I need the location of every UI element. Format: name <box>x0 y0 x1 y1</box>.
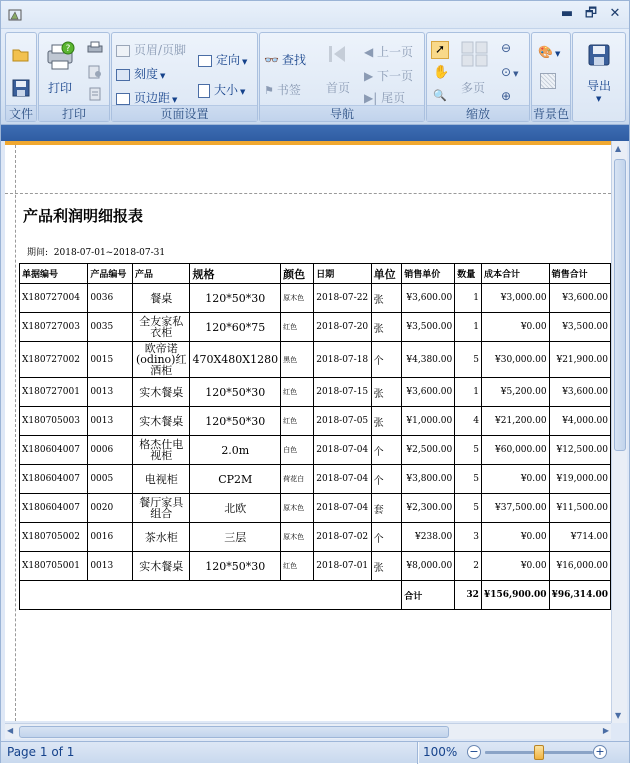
table-cell: 2018-07-05 <box>314 407 371 436</box>
table-cell: 茶水柜 <box>133 523 190 552</box>
table-cell: 张 <box>371 378 402 407</box>
margins-button[interactable] <box>116 89 177 106</box>
first-page-icon <box>326 43 348 65</box>
table-cell: 0036 <box>88 284 133 313</box>
table-cell: 北欧 <box>190 494 281 523</box>
orientation-icon <box>198 55 212 67</box>
hand-icon[interactable]: ✋ <box>433 65 450 80</box>
header-margin-line <box>5 193 611 194</box>
table-cell: 0013 <box>88 378 133 407</box>
header-footer-icon <box>116 45 130 57</box>
table-cell: 全友家私衣柜 <box>133 313 190 342</box>
app-icon <box>7 7 23 23</box>
scale-label: 刻度 <box>134 67 159 81</box>
table-cell: X180604007 <box>20 494 88 523</box>
page-setup-group <box>111 32 258 122</box>
table-cell: 120*50*30 <box>190 407 281 436</box>
next-page-button[interactable] <box>364 67 413 84</box>
table-cell: 1 <box>455 378 482 407</box>
table-cell: 2018-07-01 <box>314 552 371 581</box>
table-cell: 实木餐桌 <box>133 407 190 436</box>
zoom-group <box>426 32 530 122</box>
ruler-bar <box>1 125 629 141</box>
size-label: 大小 <box>214 83 239 97</box>
table-cell: ¥5,200.00 <box>481 378 549 407</box>
total-quantity: 32 <box>455 581 482 610</box>
table-header-row <box>20 264 611 284</box>
prev-page-label: 上一页 <box>377 45 414 59</box>
table-cell: 红色 <box>281 378 314 407</box>
table-cell: ¥2,500.00 <box>402 436 455 465</box>
zoom-out-button[interactable]: − <box>467 745 481 759</box>
orientation-label: 定向 <box>216 53 241 67</box>
chevron-down-icon: ▼ <box>596 95 602 103</box>
background-group-label: 背景色 <box>532 107 569 121</box>
print-preview-icon <box>44 41 76 71</box>
table-cell: 张 <box>371 407 402 436</box>
last-page-icon: ▶| <box>364 91 382 105</box>
horizontal-scroll-thumb[interactable] <box>19 726 449 738</box>
zoom-in-button[interactable]: + <box>593 745 607 759</box>
arrow-left-icon: ◀ <box>364 45 378 59</box>
document-canvas <box>5 145 611 721</box>
table-cell: ¥21,900.00 <box>549 342 610 378</box>
last-page-label: 尾页 <box>381 91 406 105</box>
navigation-group-label: 导航 <box>260 105 424 121</box>
table-cell: ¥238.00 <box>402 523 455 552</box>
table-cell: 白色 <box>281 436 314 465</box>
table-cell: 餐厅家具组合 <box>133 494 190 523</box>
table-cell: 0005 <box>88 465 133 494</box>
table-cell: ¥3,800.00 <box>402 465 455 494</box>
table-cell: 个 <box>371 465 402 494</box>
table-cell: 2018-07-04 <box>314 436 371 465</box>
open-folder-icon[interactable] <box>12 47 30 63</box>
table-cell: 张 <box>371 313 402 342</box>
export-icon <box>587 43 611 67</box>
file-group <box>5 32 37 122</box>
status-bar <box>1 741 629 763</box>
zoom-dropdown-icon[interactable]: ⊙ ▼ <box>501 65 519 79</box>
report-period <box>27 245 165 258</box>
watermark-icon[interactable] <box>540 73 556 89</box>
table-cell: ¥4,000.00 <box>549 407 610 436</box>
header-footer-button[interactable] <box>116 41 186 58</box>
chevron-down-icon: ▼ <box>172 96 178 104</box>
table-cell: 黑色 <box>281 342 314 378</box>
bookmark-button[interactable] <box>264 81 301 98</box>
table-cell: 套 <box>371 494 402 523</box>
period-label: 期间: <box>27 248 49 258</box>
scroll-up-icon[interactable]: ▲ <box>615 144 622 153</box>
maximize-button[interactable]: 🗗 <box>584 6 598 21</box>
total-cost: ¥156,900.00 <box>481 581 549 610</box>
table-cell: X180604007 <box>20 436 88 465</box>
table-total-row <box>20 581 611 610</box>
table-cell: ¥0.00 <box>481 465 549 494</box>
next-page-label: 下一页 <box>377 69 414 83</box>
multi-page-button[interactable]: 多页 <box>461 81 486 95</box>
table-row <box>20 378 611 407</box>
chevron-down-icon: ▼ <box>242 58 248 66</box>
background-group <box>531 32 571 122</box>
prev-page-button[interactable] <box>364 43 413 60</box>
size-button[interactable] <box>198 81 245 98</box>
ribbon <box>1 29 629 125</box>
total-label: 合计 <box>402 581 455 610</box>
table-cell: ¥21,200.00 <box>481 407 549 436</box>
zoom-slider-track[interactable] <box>485 751 593 754</box>
table-cell: ¥37,500.00 <box>481 494 549 523</box>
multi-page-icon <box>461 41 489 67</box>
table-cell: ¥8,000.00 <box>402 552 455 581</box>
table-cell: 2018-07-22 <box>314 284 371 313</box>
paint-bucket-icon[interactable]: 🎨 ▼ <box>538 45 561 59</box>
table-cell: 5 <box>455 465 482 494</box>
chevron-down-icon: ▼ <box>160 72 166 80</box>
save-icon[interactable] <box>12 79 30 97</box>
table-cell: 原木色 <box>281 523 314 552</box>
table-cell: ¥12,500.00 <box>549 436 610 465</box>
header-cell: 销售单价 <box>402 264 455 284</box>
table-cell: X180727004 <box>20 284 88 313</box>
find-label: 查找 <box>281 53 306 67</box>
zoom-level: 100% <box>423 745 458 759</box>
table-cell: ¥714.00 <box>549 523 610 552</box>
header-cell: 销售合计 <box>549 264 610 284</box>
zoom-slider-thumb[interactable] <box>534 745 544 760</box>
scale-icon <box>116 69 130 81</box>
table-cell: ¥3,600.00 <box>549 284 610 313</box>
table-cell: 120*50*30 <box>190 378 281 407</box>
table-cell: 5 <box>455 436 482 465</box>
table-cell: 2018-07-18 <box>314 342 371 378</box>
table-cell: 个 <box>371 436 402 465</box>
scroll-down-icon[interactable]: ▼ <box>615 711 622 720</box>
table-cell: X180727003 <box>20 313 88 342</box>
table-cell: X180705003 <box>20 407 88 436</box>
minimize-button[interactable]: ▬ <box>560 6 574 21</box>
table-cell: 120*50*30 <box>190 552 281 581</box>
table-cell: 红色 <box>281 313 314 342</box>
table-cell: 2018-07-20 <box>314 313 371 342</box>
table-cell: ¥60,000.00 <box>481 436 549 465</box>
table-cell: ¥3,600.00 <box>549 378 610 407</box>
table-cell: 4 <box>455 407 482 436</box>
file-group-label: 文件 <box>6 105 36 121</box>
table-cell: 原木色 <box>281 494 314 523</box>
table-cell: X180727001 <box>20 378 88 407</box>
page-setup-group-label: 页面设置 <box>112 105 257 121</box>
table-cell: 1 <box>455 284 482 313</box>
binoculars-icon: 👓 <box>264 53 279 67</box>
table-cell: ¥0.00 <box>481 313 549 342</box>
last-page-button[interactable] <box>364 89 405 106</box>
quick-print-icon[interactable] <box>87 41 103 55</box>
total-sales: ¥96,314.00 <box>549 581 610 610</box>
table-cell: X180727002 <box>20 342 88 378</box>
table-cell: ¥3,500.00 <box>402 313 455 342</box>
zoom-in-icon[interactable]: ⊕ <box>501 89 512 103</box>
scale-page-icon[interactable] <box>87 87 103 101</box>
zoom-out-icon[interactable]: ⊖ <box>501 41 512 55</box>
arrow-right-icon: ▶ <box>364 69 378 83</box>
table-cell: 2.0m <box>190 436 281 465</box>
table-cell: ¥3,600.00 <box>402 378 455 407</box>
table-cell: 2 <box>455 552 482 581</box>
table-row <box>20 313 611 342</box>
total-spacer-cell <box>20 581 402 610</box>
pointer-icon[interactable]: ➚ <box>431 41 449 59</box>
scroll-right-icon[interactable]: ▶ <box>602 726 609 735</box>
header-cell: 产品编号 <box>88 264 133 284</box>
table-body <box>20 284 611 581</box>
left-margin-line <box>15 145 16 721</box>
table-cell: 0013 <box>88 552 133 581</box>
header-cell: 数量 <box>455 264 482 284</box>
table-row <box>20 523 611 552</box>
report-title: 产品利润明细报表 <box>23 207 144 225</box>
table-cell: 张 <box>371 552 402 581</box>
table-cell: 0015 <box>88 342 133 378</box>
period-value: 2018-07-01~2018-07-31 <box>53 248 166 258</box>
table-row <box>20 284 611 313</box>
table-cell: 1 <box>455 313 482 342</box>
export-button[interactable] <box>587 77 611 94</box>
table-cell: X180705001 <box>20 552 88 581</box>
table-cell: X180705002 <box>20 523 88 552</box>
table-cell: 实木餐桌 <box>133 378 190 407</box>
table-cell: 格杰仕电视柜 <box>133 436 190 465</box>
table-cell: 3 <box>455 523 482 552</box>
zoom-group-label: 缩放 <box>427 105 529 121</box>
table-cell: 欧帝诺(odino)红酒柜 <box>133 342 190 378</box>
table-cell: 2018-07-15 <box>314 378 371 407</box>
table-cell: 0006 <box>88 436 133 465</box>
table-cell: ¥3,000.00 <box>481 284 549 313</box>
scale-button[interactable] <box>116 65 165 82</box>
header-cell: 规格 <box>190 264 281 284</box>
vertical-scrollbar[interactable] <box>611 141 627 723</box>
margins-icon <box>116 93 130 105</box>
first-page-button[interactable]: 首页 <box>326 81 351 95</box>
table-row <box>20 552 611 581</box>
table-cell: 三层 <box>190 523 281 552</box>
bookmark-label: 书签 <box>276 83 301 97</box>
table-cell: 电视柜 <box>133 465 190 494</box>
header-cell: 单位 <box>371 264 402 284</box>
table-cell: ¥3,600.00 <box>402 284 455 313</box>
table-cell: 2018-07-02 <box>314 523 371 552</box>
zoom-tool-icon[interactable]: 🔍 <box>433 89 447 102</box>
header-cell: 成本合计 <box>481 264 549 284</box>
print-group-label: 打印 <box>39 105 109 121</box>
title-bar <box>1 1 629 29</box>
scroll-left-icon[interactable]: ◀ <box>7 726 14 735</box>
table-cell: 120*60*75 <box>190 313 281 342</box>
table-cell: 0035 <box>88 313 133 342</box>
table-cell: 张 <box>371 284 402 313</box>
print-group <box>38 32 110 122</box>
navigation-group <box>259 32 425 122</box>
page-setup-icon[interactable] <box>87 65 103 79</box>
header-footer-label: 页眉/页脚 <box>134 43 187 57</box>
table-cell: ¥11,500.00 <box>549 494 610 523</box>
chevron-down-icon: ▼ <box>240 88 246 96</box>
table-cell: ¥0.00 <box>481 523 549 552</box>
table-cell: ¥3,500.00 <box>549 313 610 342</box>
header-cell: 产品 <box>133 264 190 284</box>
table-cell: 120*50*30 <box>190 284 281 313</box>
table-cell: 红色 <box>281 407 314 436</box>
header-cell: 日期 <box>314 264 371 284</box>
table-row <box>20 342 611 378</box>
table-cell: 原木色 <box>281 284 314 313</box>
status-divider <box>417 742 419 764</box>
table-row <box>20 494 611 523</box>
table-cell: 0013 <box>88 407 133 436</box>
svg-text:?: ? <box>65 44 71 54</box>
horizontal-scrollbar[interactable] <box>5 723 611 739</box>
table-cell: ¥16,000.00 <box>549 552 610 581</box>
page-info: Page 1 of 1 <box>7 745 75 759</box>
table-cell: CP2M <box>190 465 281 494</box>
table-cell: ¥2,300.00 <box>402 494 455 523</box>
orientation-button[interactable] <box>198 51 247 68</box>
size-icon <box>198 84 210 98</box>
table-cell: 个 <box>371 342 402 378</box>
margins-label: 页边距 <box>134 91 171 105</box>
table-cell: ¥30,000.00 <box>481 342 549 378</box>
table-cell: 5 <box>455 494 482 523</box>
table-row <box>20 465 611 494</box>
table-cell: 2018-07-04 <box>314 494 371 523</box>
table-cell: X180604007 <box>20 465 88 494</box>
table-cell: 470X480X1280 <box>190 342 281 378</box>
table-cell: 0020 <box>88 494 133 523</box>
table-cell: ¥4,380.00 <box>402 342 455 378</box>
header-cell: 单据编号 <box>20 264 88 284</box>
header-cell: 颜色 <box>281 264 314 284</box>
table-cell: ¥1,000.00 <box>402 407 455 436</box>
vertical-scroll-thumb[interactable] <box>614 159 626 451</box>
table-cell: 5 <box>455 342 482 378</box>
close-button[interactable]: ✕ <box>609 6 621 21</box>
report-table <box>19 263 611 610</box>
find-button[interactable] <box>264 51 306 68</box>
table-row <box>20 436 611 465</box>
table-cell: 红色 <box>281 552 314 581</box>
print-button[interactable]: 打印 <box>48 81 73 95</box>
table-cell: ¥19,000.00 <box>549 465 610 494</box>
bookmark-icon: ⚑ <box>264 84 274 97</box>
table-cell: 0016 <box>88 523 133 552</box>
table-row <box>20 407 611 436</box>
table-cell: 餐桌 <box>133 284 190 313</box>
export-label: 导出 <box>587 79 612 93</box>
table-cell: ¥0.00 <box>481 552 549 581</box>
export-group <box>572 32 626 122</box>
table-cell: 实木餐桌 <box>133 552 190 581</box>
table-cell: 个 <box>371 523 402 552</box>
table-cell: 荷花白 <box>281 465 314 494</box>
table-cell: 2018-07-04 <box>314 465 371 494</box>
